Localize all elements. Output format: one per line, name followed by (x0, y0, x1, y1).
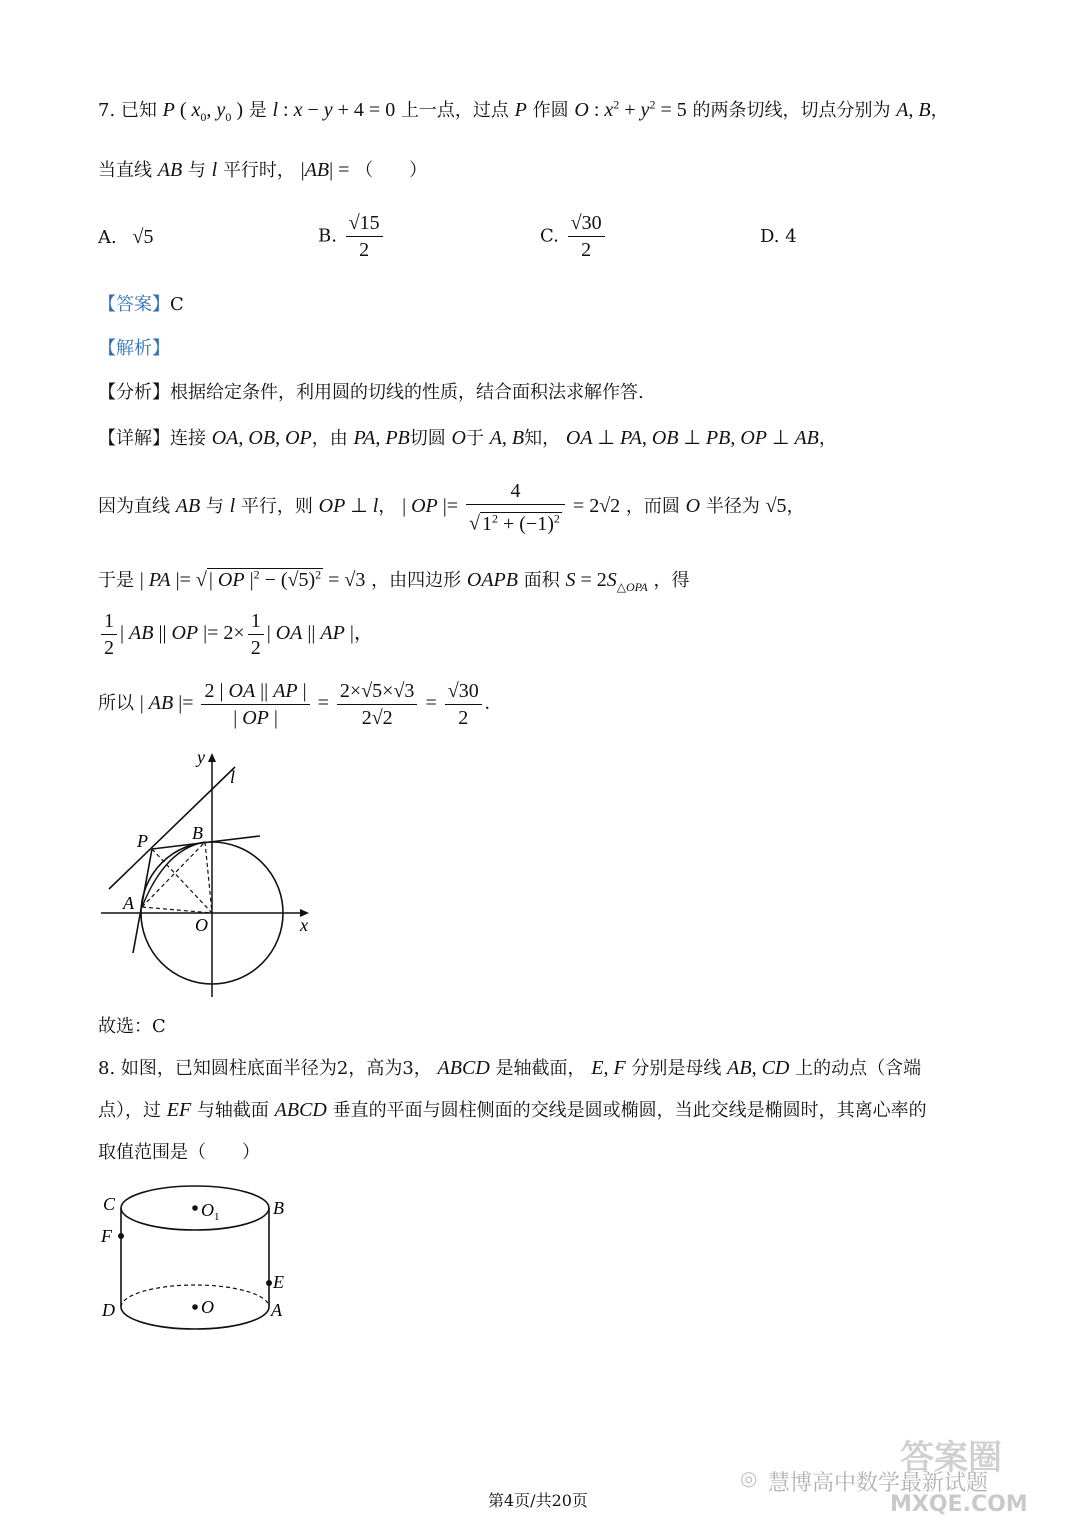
answer-line: 【答案】C (98, 294, 184, 315)
watermark (740, 1430, 1070, 1520)
tangent-pa (133, 849, 152, 953)
point-f (118, 1233, 124, 1239)
analysis-tag: 【解析】 (98, 338, 170, 359)
q8-line3: 取值范围是（ ） (98, 1142, 260, 1163)
segment-ob (205, 842, 212, 913)
cylinder-figure (95, 1180, 305, 1350)
watermark-icon: ◎ (740, 1466, 758, 1490)
label-l: l (230, 767, 236, 787)
label-a2: A (271, 1300, 282, 1320)
segment-op (152, 849, 212, 913)
label-d: D (102, 1300, 115, 1320)
label-o: O (195, 915, 208, 935)
solution-line3: 于是 | PA |= √ | OP $|^2 - (√5)^2 = √3$ ，由四边形 OAPB 面积 $S = 2S_{\triangle OPA}$ ，得 (98, 567, 690, 594)
watermark-domain: MXQE.COM (890, 1492, 1028, 1517)
q7-line1: 7. 已知 P ( $x_0$, $y_0$ ) 是 l : x − y + 4 = 0 上一点，过点 P 作圆 O : $x^2 + y^2 = 5$ 的两条切线，切点分别为 A, B， (98, 97, 949, 124)
xiangjie-line: 【详解】连接 OA, OB, OP，由 PA, PB切圆 O于 A, B知， OA ⊥ PA, OB ⊥ PB, OP ⊥ AB， (98, 427, 837, 449)
point-o1 (192, 1205, 198, 1211)
option-c: C. $\frac{√30}{2}$ (540, 210, 608, 263)
watermark-stamp: 答案圈 (900, 1438, 1002, 1478)
segment-oa (142, 907, 212, 913)
tangent-figure (95, 745, 325, 1005)
bottom-ellipse-back (121, 1285, 269, 1307)
label-y: y (197, 747, 205, 767)
bottom-ellipse-front (121, 1307, 269, 1329)
label-c: C (103, 1194, 116, 1214)
label-f: F (101, 1226, 112, 1246)
option-b: B. $\frac{√15}{2}$ (318, 210, 386, 263)
label-o1: $O_1$ (201, 1200, 220, 1223)
solution-line4: $\frac{1}{2}$ | AB || OP |= 2× $\frac{1}{2}$ | OA || AP |， (98, 608, 374, 661)
label-x: x (300, 915, 308, 935)
option-d: D. 4 (760, 226, 797, 247)
q8-line2: 点），过 EF 与轴截面 ABCD 垂直的平面与圆柱侧面的交线是圆或椭圆，当此交线是椭圆时，其离心率的 (98, 1099, 927, 1121)
solution-line2: 因为直线 AB 与 l 平行，则 OP ⊥ l， | OP |= $\frac{4}{√ 1^2 + (-1)^2}$ = 2√2 ，而圆 O 半径为 √5， (98, 480, 805, 535)
watermark-text: 慧博高中数学最新试题 (768, 1471, 989, 1496)
tangent-pb (152, 836, 260, 849)
label-p: P (137, 831, 148, 851)
y-axis-arrow (208, 753, 216, 762)
point-e (266, 1280, 272, 1286)
final-choice: 故选：C (98, 1016, 166, 1037)
page-number: 第4页/共20页 (488, 1491, 588, 1510)
label-b2: B (273, 1198, 284, 1218)
fenxi-line: 【分析】根据给定条件，利用圆的切线的性质，结合面积法求解作答. (98, 382, 644, 403)
label-a: A (123, 893, 134, 913)
label-e: E (273, 1272, 284, 1292)
point-o (192, 1304, 198, 1310)
label-o2: O (201, 1297, 214, 1317)
solution-line5: 所以 | AB |= $\frac{2 | OA || AP |}{| OP |}$ = $\frac{2\times√5\times√3}{2√2}$ = $\frac{√30}{2}$ . (98, 680, 490, 729)
option-a: A. √5 (98, 226, 154, 248)
q8-line1: 8. 如图，已知圆柱底面半径为2，高为3， ABCD 是轴截面， E, F 分别是母线 AB, CD 上的动点（含端 (98, 1057, 922, 1079)
q7-line2: 当直线 AB 与 l 平行时， |AB| = （ ） (98, 159, 428, 181)
label-b: B (192, 823, 203, 843)
